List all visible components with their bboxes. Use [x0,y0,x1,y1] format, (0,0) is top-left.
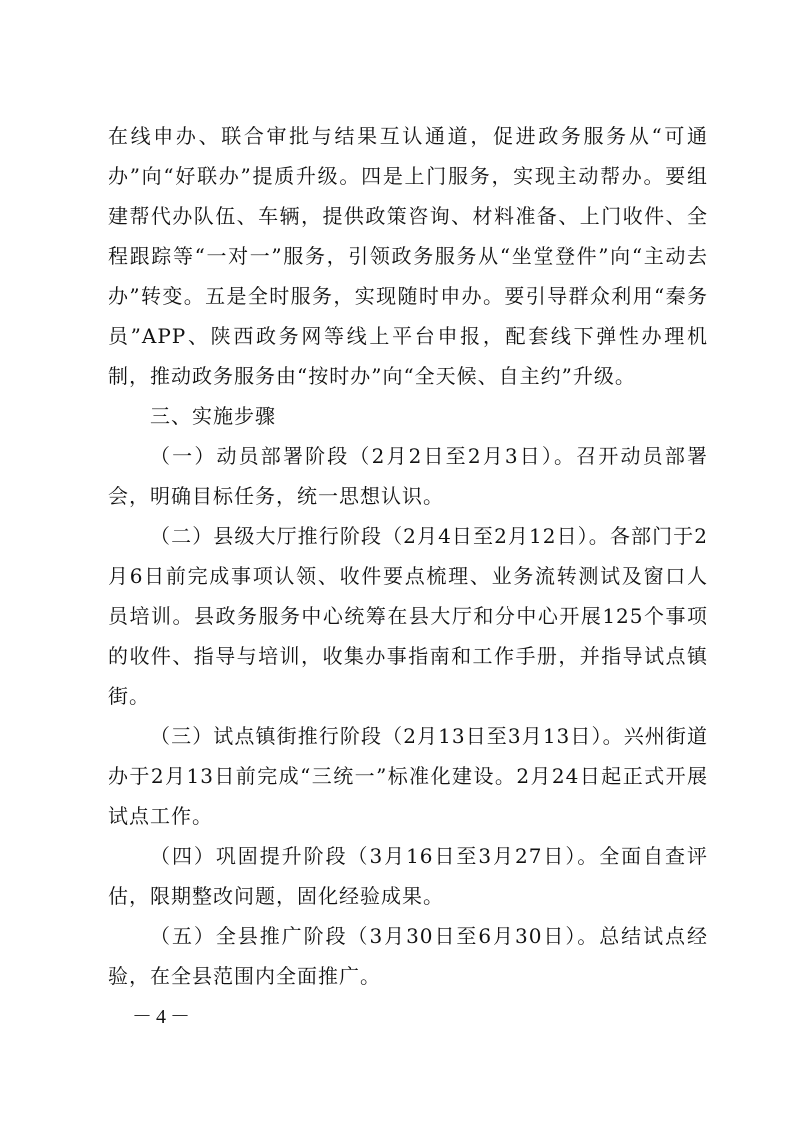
section-heading: 三、实施步骤 [150,404,276,428]
step-title-2: （二）县级大厅推行阶段 [150,524,383,548]
step-body-4: （3月16日至3月27日）。全面自查评估，限期整改问题，固化经验成果。 [108,844,708,908]
continuation-paragraph: 在线申办、联合审批与结果互认通道，促进政务服务从“可通办”向“好联办”提质升级。四是上门服务，实现主动帮办。要组建帮代办队伍、车辆，提供政策咨询、材料准备、上门收件、全程跟踪等“一对一”服务，引领政务服务从“坐堂登件”向“主动去办”转变。五是全时服务，实现随时申办。要引导群众利用“秦务员”APP、陕西政务网等线上平台申报，配套线下弹性办理机制，推动政务服务由“按时办”向“全天候、自主约”升级。 [108,124,708,388]
page-number: －4－ [132,1006,194,1028]
step-body-1: （2月2日至2月3日）。召开动员部署会，明确目标任务，统一思想认识。 [108,444,708,508]
step-body-5: （3月30日至6月30日）。总结试点经验，在全县范围内全面推广。 [108,924,708,988]
step-paragraph-3 [108,716,708,836]
step-title-5: （五）全县推广阶段 [150,924,348,948]
step-paragraph-2 [108,516,708,716]
step-paragraph-5 [108,916,708,996]
step-paragraph-4 [108,836,708,916]
step-title-3: （三）试点镇街推行阶段 [150,724,383,748]
step-body-2: （2月4日至2月12日）。各部门于2月6日前完成事项认领、收件要点梳理、业务流转测试及窗口人员培训。县政务服务中心统筹在县大厅和分中心开展125个事项的收件、指导与培训，收集办事指南和工作手册，并指导试点镇街。 [108,524,708,708]
step-title-1: （一）动员部署阶段 [150,444,350,468]
step-body-3: （2月13日至3月13日）。兴州街道办于2月13日前完成“三统一”标准化建设。2月24日起正式开展试点工作。 [108,724,708,828]
document-body [108,116,708,996]
step-title-4: （四）巩固提升阶段 [150,844,348,868]
step-paragraph-1 [108,436,708,516]
